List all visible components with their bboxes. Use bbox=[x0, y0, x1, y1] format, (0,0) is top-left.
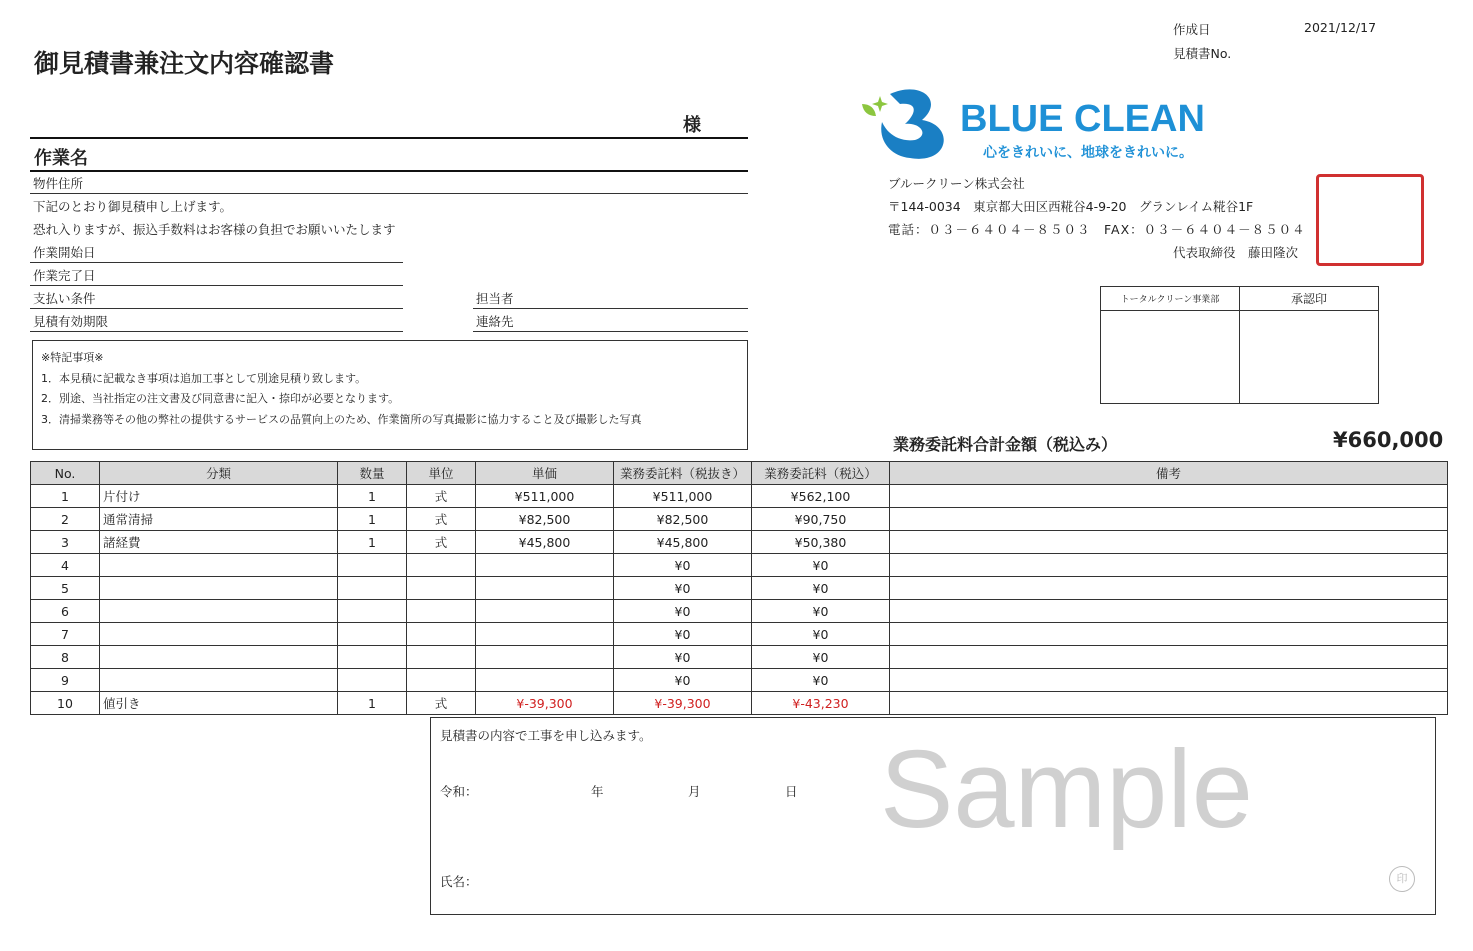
divider bbox=[30, 331, 403, 332]
notes-box bbox=[32, 340, 748, 450]
table-cell bbox=[407, 577, 476, 600]
table-cell: ¥562,100 bbox=[752, 485, 890, 508]
table-cell bbox=[890, 692, 1448, 715]
table-cell: ¥-39,300 bbox=[476, 692, 614, 715]
col-header: 分類 bbox=[100, 462, 338, 485]
validity-label: 見積有効期限 bbox=[33, 314, 109, 329]
logo-icon bbox=[860, 80, 955, 160]
logo-slogan: 心をきれいに、地球をきれいに。 bbox=[983, 145, 1193, 161]
table-cell bbox=[476, 554, 614, 577]
seal-mark-icon: 印 bbox=[1389, 866, 1415, 892]
table-cell: 2 bbox=[31, 508, 100, 531]
table-cell: ¥82,500 bbox=[476, 508, 614, 531]
table-cell bbox=[890, 669, 1448, 692]
end-date-label: 作業完了日 bbox=[33, 268, 96, 283]
approval-dept: トータルクリーン事業部 bbox=[1101, 287, 1240, 311]
table-cell: ¥0 bbox=[752, 669, 890, 692]
table-cell: 片付け bbox=[100, 485, 338, 508]
divider bbox=[30, 308, 403, 309]
logo-text: BLUE CLEAN bbox=[960, 98, 1205, 140]
table-cell: 5 bbox=[31, 577, 100, 600]
table-cell: ¥0 bbox=[614, 623, 752, 646]
table-cell bbox=[338, 577, 407, 600]
table-cell: ¥0 bbox=[752, 646, 890, 669]
table-cell: 1 bbox=[338, 508, 407, 531]
month-label: 月 bbox=[688, 784, 701, 799]
table-cell: 式 bbox=[407, 485, 476, 508]
table-cell: ¥511,000 bbox=[476, 485, 614, 508]
contact-label: 連絡先 bbox=[476, 314, 514, 329]
table-cell bbox=[890, 531, 1448, 554]
created-date: 2021/12/17 bbox=[1304, 20, 1377, 35]
company-name: ブルークリーン株式会社 bbox=[888, 176, 1025, 191]
honorific: 様 bbox=[683, 115, 701, 136]
address-label: 物件住所 bbox=[33, 176, 84, 191]
approval-stamp-label: 承認印 bbox=[1240, 287, 1379, 311]
items-table bbox=[30, 461, 1448, 715]
table-cell: ¥90,750 bbox=[752, 508, 890, 531]
divider bbox=[30, 137, 748, 139]
table-cell: 9 bbox=[31, 669, 100, 692]
fee-note: 恐れ入りますが、振込手数料はお客様の負担でお願いいたします bbox=[33, 222, 396, 237]
table-cell: ¥0 bbox=[752, 554, 890, 577]
table-cell: ¥0 bbox=[614, 577, 752, 600]
table-cell: 7 bbox=[31, 623, 100, 646]
table-cell bbox=[890, 554, 1448, 577]
table-cell: ¥50,380 bbox=[752, 531, 890, 554]
table-row bbox=[31, 508, 1448, 531]
divider bbox=[30, 170, 748, 172]
table-row bbox=[31, 531, 1448, 554]
table-cell: 式 bbox=[407, 692, 476, 715]
table-cell bbox=[338, 554, 407, 577]
company-seal bbox=[1316, 174, 1424, 266]
table-row bbox=[31, 646, 1448, 669]
col-header: 業務委託料（税抜き） bbox=[614, 462, 752, 485]
page-title: 御見積書兼注文内容確認書 bbox=[34, 49, 335, 78]
table-cell bbox=[890, 485, 1448, 508]
table-cell bbox=[476, 646, 614, 669]
company-address: 〒144-0034 東京都大田区西糀谷4-9-20 グランレイム糀谷1F bbox=[888, 199, 1254, 214]
intro-text: 下記のとおり御見積申し上げます。 bbox=[33, 199, 233, 214]
table-cell bbox=[476, 577, 614, 600]
name-label[interactable]: 氏名： bbox=[440, 874, 478, 889]
table-cell: 式 bbox=[407, 531, 476, 554]
approval-cell bbox=[1240, 311, 1379, 404]
table-cell bbox=[890, 623, 1448, 646]
total-value: ¥660,000 bbox=[1333, 428, 1444, 452]
table-cell: 1 bbox=[338, 531, 407, 554]
table-cell: ¥45,800 bbox=[614, 531, 752, 554]
table-cell: 値引き bbox=[100, 692, 338, 715]
table-cell: 式 bbox=[407, 508, 476, 531]
divider bbox=[30, 285, 403, 286]
table-cell bbox=[476, 669, 614, 692]
col-header: 単価 bbox=[476, 462, 614, 485]
table-cell: 4 bbox=[31, 554, 100, 577]
table-cell bbox=[100, 554, 338, 577]
table-cell: 1 bbox=[338, 485, 407, 508]
table-cell: 諸経費 bbox=[100, 531, 338, 554]
table-cell bbox=[890, 577, 1448, 600]
table-cell bbox=[100, 669, 338, 692]
work-name-label: 作業名 bbox=[34, 148, 88, 169]
year-label: 年 bbox=[591, 784, 604, 799]
created-label: 作成日 bbox=[1173, 22, 1211, 37]
col-header: No. bbox=[31, 462, 100, 485]
table-cell bbox=[338, 623, 407, 646]
divider bbox=[30, 262, 403, 263]
table-cell bbox=[890, 508, 1448, 531]
table-cell: ¥0 bbox=[614, 554, 752, 577]
table-cell: ¥45,800 bbox=[476, 531, 614, 554]
divider bbox=[473, 331, 748, 332]
table-row bbox=[31, 577, 1448, 600]
table-cell: 通常清掃 bbox=[100, 508, 338, 531]
table-cell: ¥0 bbox=[614, 669, 752, 692]
staff-label: 担当者 bbox=[476, 291, 514, 306]
col-header: 単位 bbox=[407, 462, 476, 485]
col-header: 備考 bbox=[890, 462, 1448, 485]
start-date-label: 作業開始日 bbox=[33, 245, 96, 260]
payment-label: 支払い条件 bbox=[33, 291, 96, 306]
divider bbox=[473, 308, 748, 309]
table-row bbox=[31, 554, 1448, 577]
divider bbox=[30, 193, 748, 194]
table-cell: ¥0 bbox=[752, 577, 890, 600]
table-cell: ¥0 bbox=[614, 646, 752, 669]
table-row bbox=[31, 600, 1448, 623]
day-label: 日 bbox=[785, 784, 798, 799]
table-cell: ¥511,000 bbox=[614, 485, 752, 508]
order-text: 見積書の内容で工事を申し込みます。 bbox=[440, 728, 652, 743]
table-cell bbox=[407, 669, 476, 692]
table-cell bbox=[338, 646, 407, 669]
table-cell: ¥0 bbox=[614, 600, 752, 623]
table-cell bbox=[890, 646, 1448, 669]
table-cell bbox=[407, 600, 476, 623]
table-cell: ¥0 bbox=[752, 623, 890, 646]
note-item: 3．清掃業務等その他の弊社の提供するサービスの品質向上のため、作業箇所の写真撮影に協力すること及び撮影した写真 bbox=[41, 413, 642, 426]
table-cell bbox=[100, 577, 338, 600]
table-cell bbox=[338, 669, 407, 692]
table-cell: ¥-43,230 bbox=[752, 692, 890, 715]
note-item: 2．別途、当社指定の注文書及び同意書に記入・捺印が必要となります。 bbox=[41, 392, 400, 405]
table-cell: ¥0 bbox=[752, 600, 890, 623]
company-phone: 電話：０３－６４０４－８５０３ FAX：０３－６４０４－８５０４ bbox=[888, 222, 1306, 237]
table-cell: 8 bbox=[31, 646, 100, 669]
sample-watermark: Sample bbox=[880, 728, 1253, 851]
table-cell bbox=[338, 600, 407, 623]
note-item: 1．本見積に記載なき事項は追加工事として別途見積り致します。 bbox=[41, 372, 367, 385]
table-row bbox=[31, 623, 1448, 646]
table-row bbox=[31, 669, 1448, 692]
approval-table bbox=[1100, 286, 1379, 404]
table-row bbox=[31, 692, 1448, 715]
table-row bbox=[31, 485, 1448, 508]
approval-cell bbox=[1101, 311, 1240, 404]
table-cell: 1 bbox=[338, 692, 407, 715]
col-header: 数量 bbox=[338, 462, 407, 485]
total-label: 業務委託料合計金額（税込み） bbox=[893, 435, 1118, 454]
quote-no-label: 見積書No. bbox=[1173, 46, 1232, 61]
table-cell bbox=[476, 623, 614, 646]
table-cell: ¥82,500 bbox=[614, 508, 752, 531]
table-cell: 3 bbox=[31, 531, 100, 554]
table-cell bbox=[100, 646, 338, 669]
table-cell: 6 bbox=[31, 600, 100, 623]
table-cell bbox=[407, 646, 476, 669]
table-cell: ¥-39,300 bbox=[614, 692, 752, 715]
table-cell: 1 bbox=[31, 485, 100, 508]
company-rep: 代表取締役 藤田隆次 bbox=[1173, 245, 1299, 260]
notes-title: ※特記事項※ bbox=[41, 351, 104, 364]
era-label[interactable]: 令和： bbox=[440, 784, 478, 799]
table-cell: 10 bbox=[31, 692, 100, 715]
table-cell bbox=[476, 600, 614, 623]
table-cell bbox=[407, 623, 476, 646]
table-cell bbox=[100, 623, 338, 646]
order-box bbox=[430, 717, 1436, 915]
table-cell bbox=[890, 600, 1448, 623]
table-cell bbox=[100, 600, 338, 623]
table-cell bbox=[407, 554, 476, 577]
col-header: 業務委託料（税込） bbox=[752, 462, 890, 485]
